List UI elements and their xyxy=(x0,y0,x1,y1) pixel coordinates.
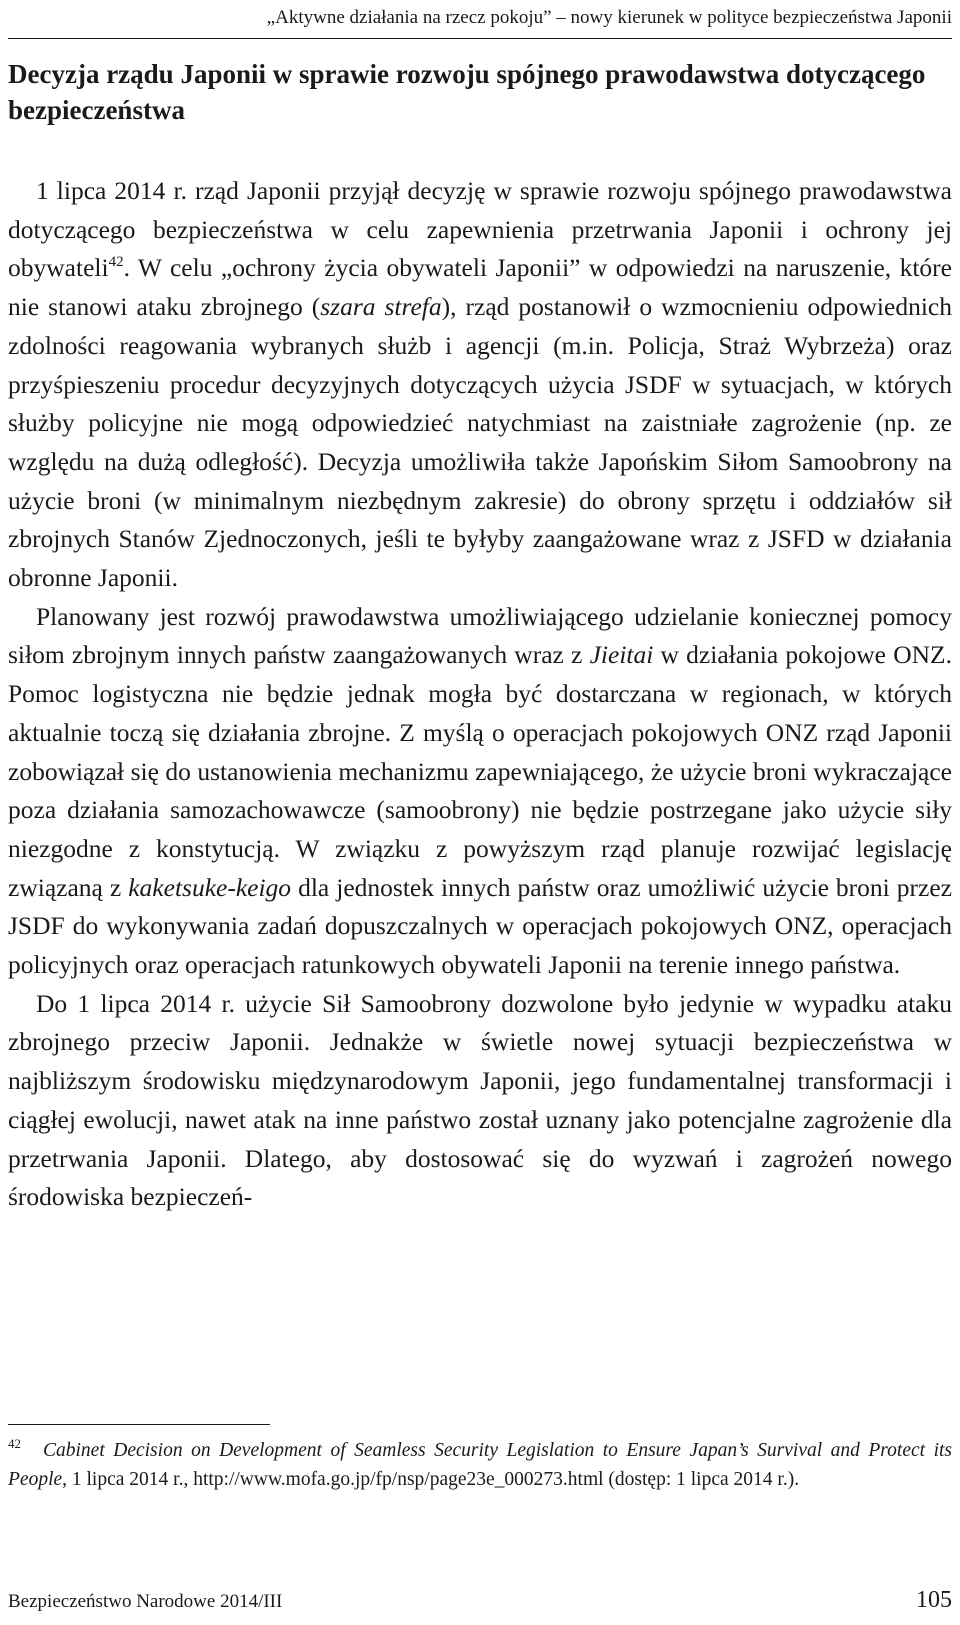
paragraph-1 xyxy=(8,172,952,598)
paragraph-2-text-a: Planowany jest rozwój prawodawstwa umożliwiającego udzielanie koniecznej pomocy siłom zbrojnym innych państw zaangażowanych wraz z xyxy=(8,601,952,670)
footnote-number: 42 xyxy=(8,1436,21,1451)
paragraph-2-text-c: dla jednostek innych państw oraz umożliwić użycie broni przez JSDF do wykonywania zadań dopuszczalnych w operacjach pokojowych ONZ, operacjach policyjnych oraz operacjach ratunkowych obywateli Japonii na terenie innego państwa. xyxy=(8,872,952,980)
footer-journal: Bezpieczeństwo Narodowe 2014/III xyxy=(8,1591,283,1612)
section-title: Decyzja rządu Japonii w sprawie rozwoju spójnego prawodawstwa dotyczącego bezpieczeństwa xyxy=(8,59,926,125)
paragraph-1-text-b: . W celu „ochrony życia obywateli Japonii” w odpowiedzi na naruszenie, które nie stanowi ataku zbrojnego ( xyxy=(8,253,952,322)
paragraph-3: Do 1 lipca 2014 r. użycie Sił Samoobrony dozwolone było jedynie w wypadku ataku zbrojnego przeciw Japonii. Jednakże w świetle nowej sytuacji bezpieczeństwa w najbliższym środowisku międzynarodowym Japonii, jego fundamentalnej transformacji i ciągłej ewolucji, nawet atak na inne państwo został uznany jako potencjalne zagrożenie dla przetrwania Japonii. Dlatego, aby dostosować się do wyzwań i zagrożeń nowego środowiska bezpieczeń- xyxy=(8,988,952,1212)
paragraph-2-text-b: w działania pokojowe ONZ. Pomoc logistyczna nie będzie jednak mogła być dostarczana w regionach, w których aktualnie toczą się działania zbrojne. Z myślą o operacjach pokojowych ONZ rząd Japonii zobowiązał się do ustanowienia mechanizmu zapewniającego, że użycie broni wykraczające poza działania samozachowawcze (samoobrony) nie będzie postrzegane jako użycie siły niezgodne z konstytucją. W związku z powyższym rząd planuje rozwijać legislację związaną z xyxy=(8,640,952,902)
paragraph-1-text-a: 1 lipca 2014 r. rząd Japonii przyjął decyzję w sprawie rozwoju spójnego prawodawstwa dotyczącego bezpieczeństwa w celu zapewnienia przetrwania Japonii i ochrony jej obywateli xyxy=(8,176,952,283)
header-divider xyxy=(8,38,952,39)
paragraph-1-text-c: ), rząd postanowił o wzmocnieniu odpowiednich zdolności reagowania wybranych służb i agencji (m.in. Policja, Straż Wybrzeża) oraz przyśpieszeniu procedur decyzyjnych dotyczących użycia JSDF w sytuacjach, w których służby policyjne nie mogą odpowiedzieć natychmiast na zaistniałe zagrożenie (np. ze względu na dużą odległość). Decyzja umożliwiła także Japońskim Siłom Samoobrony na użycie broni (w minimalnym niezbędnym zakresie) do obrony sprzętu i oddziałów sił zbrojnych Stanów Zjednoczonych, jeśli te byłyby zaangażowane wraz z JSFD w działania obronne Japonii. xyxy=(8,292,952,593)
paragraph-2-italic-term-2: kaketsuke-keigo xyxy=(128,872,292,902)
footnote xyxy=(8,1436,952,1494)
running-header: „Aktywne działania na rzecz pokoju” – nowy kierunek w polityce bezpieczeństwa Japonii xyxy=(266,7,952,28)
body-text xyxy=(8,172,952,1217)
footnote-divider xyxy=(8,1424,270,1425)
footnote-citation-title: Cabinet Decision on Development of Seamless Security Legislation to Ensure Japan’s Survival and Protect its People xyxy=(8,1440,952,1490)
page-number: 105 xyxy=(916,1587,952,1613)
paragraph-1-italic-term: szara strefa xyxy=(320,292,442,322)
paragraph-2 xyxy=(8,598,952,985)
paragraph-2-italic-term-1: Jieitai xyxy=(589,640,654,670)
footnote-citation-rest: , 1 lipca 2014 r., http://www.mofa.go.jp/fp/nsp/page23e_000273.html (dostęp: 1 lipca 2014 r.). xyxy=(62,1469,800,1490)
footnote-reference: 42 xyxy=(108,254,124,271)
